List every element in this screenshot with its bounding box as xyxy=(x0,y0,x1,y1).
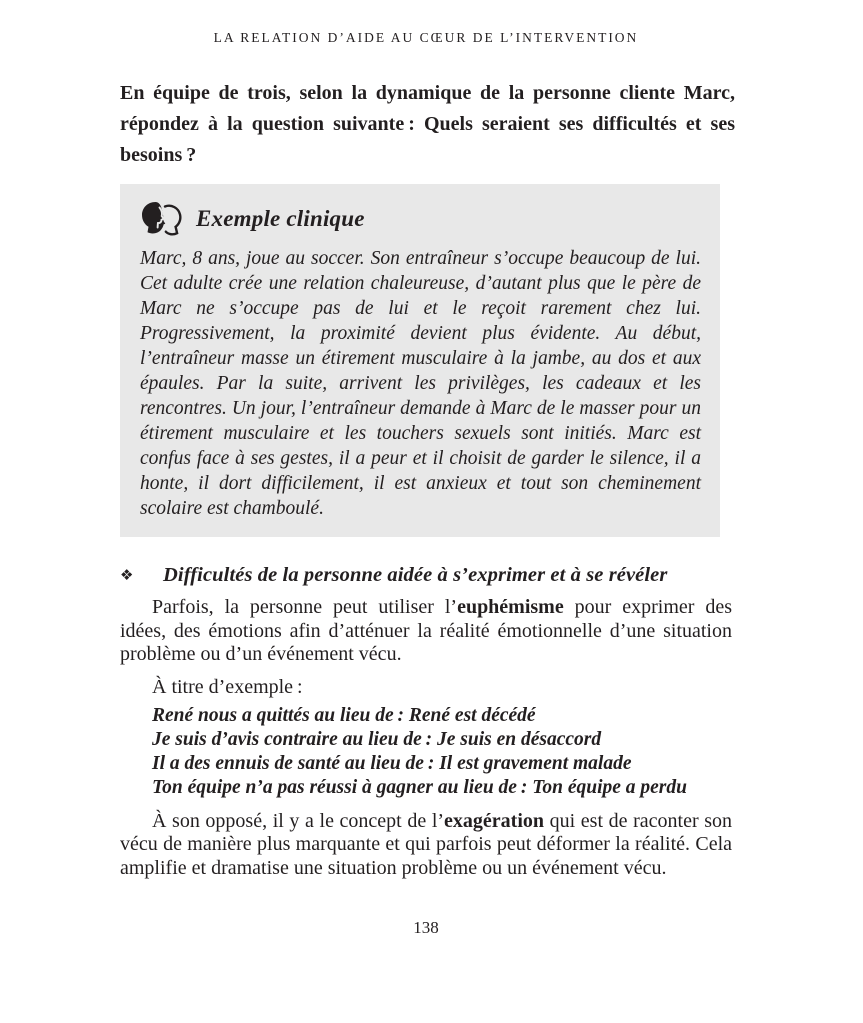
euphemism-example-line: Il a des ennuis de santé au lieu de : Il est gravement malade xyxy=(152,752,632,774)
paragraph-euphemisme-text-after: pour exprimer des idées, des émotions afin d’atténuer la réalité émotionnelle d’une situation problème ou d’un événement vécu. xyxy=(120,596,732,665)
keyword-exageration: exagération xyxy=(444,809,545,832)
clinical-example-box xyxy=(120,184,720,537)
euphemism-example-line: Ton équipe n’a pas réussi à gagner au lieu de : Ton équipe a perdu xyxy=(152,776,687,798)
clinical-example-title: Exemple clinique xyxy=(196,205,365,231)
paragraph-euphemisme-text-before: Parfois, la personne peut utiliser l’ xyxy=(152,596,458,618)
diamond-bullet-icon: ❖ xyxy=(120,566,134,584)
text-block xyxy=(120,0,735,938)
clinical-example-text: Marc, 8 ans, joue au soccer. Son entraîneur s’occupe beaucoup de lui. Cet adulte crée une relation chaleureuse, d’autant plus que le père de Marc ne s’occupe pas de lui et le reçoit rarement chez lui. Progressivement, la proximité devient plus évidente. Au début, l’entraîneur masse un étirement musculaire à la jambe, au dos et aux épaules. Par la suite, arrivent les privilèges, les cadeaux et les rencontres. Un jour, l’entraîneur demande à Marc de le masser pour un étirement musculaire et les touchers sexuels sont initiés. Marc est confus face à ses gestes, il a peur et il choisit de garder le silence, il a honte, il dort difficilement, il est anxieux et tout son cheminement scolaire est chamboulé. xyxy=(140,248,701,519)
paragraph-exageration-text-after: qui est de raconter son vécu de manière plus marquante et qui parfois peut déformer la réalité. Cela amplifie et dramatise une situation problème ou un événement vécu. xyxy=(120,809,732,879)
paragraph-exageration-text-before: À son opposé, il y a le concept de l’ xyxy=(152,809,445,832)
euphemism-example-line: Je suis d’avis contraire au lieu de : Je suis en désaccord xyxy=(152,728,602,750)
page-number: 138 xyxy=(413,918,439,937)
euphemism-example-line: René nous a quittés au lieu de : René est décédé xyxy=(152,704,536,726)
running-header: LA RELATION D’AIDE AU CŒUR DE L’INTERVENTION xyxy=(213,30,639,45)
section-heading-text: Difficultés de la personne aidée à s’exprimer et à se révéler xyxy=(163,564,668,586)
paragraph-euphemisme xyxy=(120,596,732,667)
section-heading xyxy=(120,564,732,587)
examples-intro: À titre d’exemple : xyxy=(152,675,303,698)
paragraph-exageration xyxy=(120,810,732,881)
euphemism-examples-list xyxy=(152,704,732,800)
keyword-euphemisme: euphémisme xyxy=(457,596,564,618)
two-profile-faces-icon xyxy=(140,200,183,237)
exercise-instruction: En équipe de trois, selon la dynamique de la personne cliente Marc, répondez à la question suivante : Quels seraient ses difficultés et ses besoins ? xyxy=(120,82,735,166)
clinical-example-header xyxy=(140,200,701,237)
